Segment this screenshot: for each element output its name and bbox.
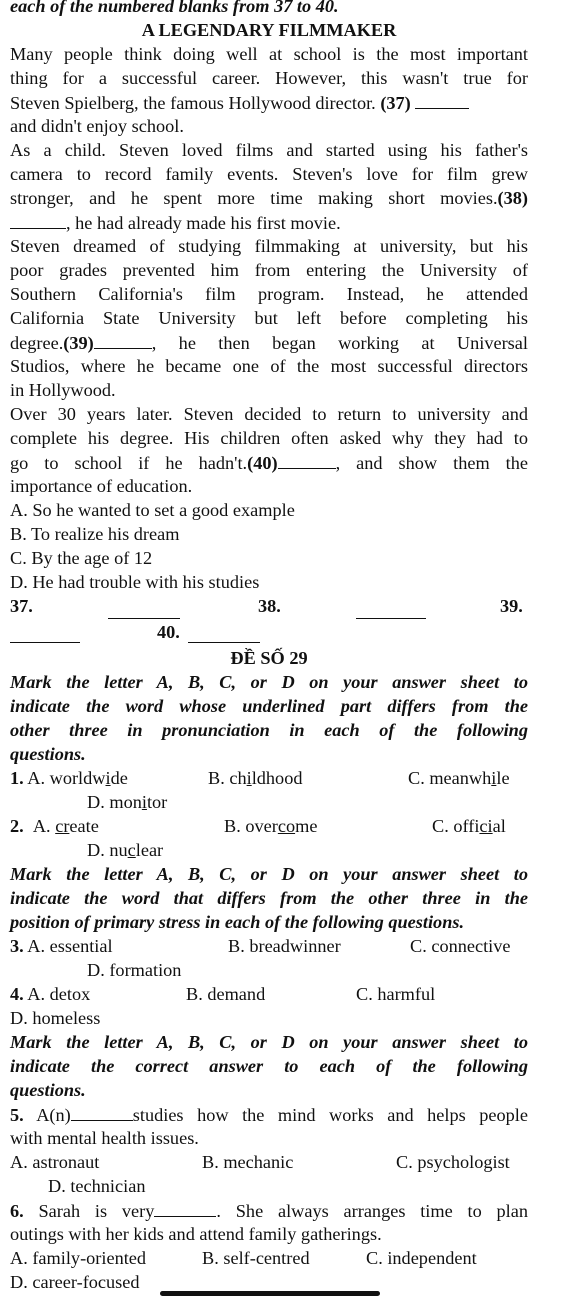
- q6-option-c: C. independent: [366, 1248, 477, 1268]
- answer-blank[interactable]: [71, 1102, 133, 1121]
- answer-label-39: 39.: [500, 596, 523, 616]
- q4-option-c: C. harmful: [356, 984, 436, 1004]
- q3-option-d: D. formation: [87, 960, 182, 980]
- passage-line: Over 30 years later. Steven decided to return to university and: [10, 404, 528, 424]
- passage-line: Steven Spielberg, the famous Hollywood director. (37): [10, 90, 528, 115]
- passage-line: stronger, and he spent more time making short movies.(38): [10, 188, 528, 208]
- q6-option-b: B. self-centred: [202, 1248, 310, 1268]
- answer-label-40: 40.: [157, 622, 180, 642]
- test-title: ĐỀ SỐ 29: [230, 648, 308, 668]
- q4-option-b: B. demand: [186, 984, 266, 1004]
- header-line: each of the numbered blanks from 37 to 40.: [10, 0, 339, 16]
- q4-option-d: D. homeless: [10, 1008, 101, 1028]
- answer-blank-40[interactable]: [188, 624, 260, 643]
- question-5-stem: 5. A(n) studies how the mind works and helps people: [10, 1102, 528, 1127]
- question-2: 2. A. create: [10, 816, 99, 836]
- question-6-stem: 6. Sarah is very . She always arranges time to plan: [10, 1198, 528, 1223]
- passage-line: As a child. Steven loved films and started using his father's: [10, 140, 528, 160]
- q1-option-b: B. childhood: [208, 768, 303, 788]
- redaction-bar: [160, 1291, 380, 1296]
- passage-title: A LEGENDARY FILMMAKER: [141, 20, 397, 40]
- instruction-line: questions.: [10, 744, 86, 764]
- q5-option-b: B. mechanic: [202, 1152, 294, 1172]
- q3-option-b: B. breadwinner: [228, 936, 341, 956]
- question-3: 3. A. essential: [10, 936, 113, 956]
- option-d: D. He had trouble with his studies: [10, 572, 260, 592]
- question-6-stem: outings with her kids and attend family gatherings.: [10, 1224, 382, 1244]
- passage-line: importance of education.: [10, 476, 193, 496]
- passage-line: degree.(39) , he then began working at Universal: [10, 330, 528, 355]
- q3-option-c: C. connective: [410, 936, 511, 956]
- q5-option-d: D. technician: [48, 1176, 146, 1196]
- passage-line: Many people think doing well at school is the most important: [10, 44, 528, 64]
- q5-option-a: A. astronaut: [10, 1152, 100, 1172]
- passage-line: Studios, where he became one of the most successful directors: [10, 356, 528, 376]
- q2-option-b: B. overcome: [224, 816, 318, 836]
- instruction-line: indicate the correct answer to each of the following: [10, 1056, 528, 1076]
- instruction-line: questions.: [10, 1080, 86, 1100]
- passage-line: , he had already made his first movie.: [10, 210, 528, 235]
- option-c: C. By the age of 12: [10, 548, 153, 568]
- option-a: A. So he wanted to set a good example: [10, 500, 295, 520]
- answer-blank[interactable]: [415, 90, 469, 109]
- option-b: B. To realize his dream: [10, 524, 180, 544]
- question-1: 1. A. worldwide: [10, 768, 128, 788]
- instruction-line: Mark the letter A, B, C, or D on your answer sheet to: [10, 864, 528, 884]
- q6-option-d: D. career-focused: [10, 1272, 140, 1292]
- answer-blank-37[interactable]: [108, 600, 180, 619]
- passage-line: go to school if he hadn't.(40) , and show them the: [10, 450, 528, 475]
- instruction-line: indicate the word whose underlined part differs from the: [10, 696, 528, 716]
- passage-line: in Hollywood.: [10, 380, 116, 400]
- passage-line: thing for a successful career. However, this wasn't true for: [10, 68, 528, 88]
- answer-blank-38[interactable]: [356, 600, 426, 619]
- instruction-line: indicate the word that differs from the other three in the: [10, 888, 528, 908]
- q5-option-c: C. psychologist: [396, 1152, 510, 1172]
- passage-line: California State University but left before completing his: [10, 308, 528, 328]
- instruction-line: Mark the letter A, B, C, or D on your answer sheet to: [10, 1032, 528, 1052]
- answer-label-37: 37.: [10, 596, 33, 616]
- question-4: 4. A. detox: [10, 984, 91, 1004]
- answer-blank-39[interactable]: [10, 624, 80, 643]
- q1-option-c: C. meanwhile: [408, 768, 510, 788]
- instruction-line: other three in pronunciation in each of the following: [10, 720, 528, 740]
- answer-blank[interactable]: [278, 450, 336, 469]
- instruction-line: Mark the letter A, B, C, or D on your answer sheet to: [10, 672, 528, 692]
- passage-line: Steven dreamed of studying filmmaking at university, but his: [10, 236, 528, 256]
- answer-blank[interactable]: [154, 1198, 216, 1217]
- q2-option-d: D. nuclear: [87, 840, 164, 860]
- answer-blank[interactable]: [94, 330, 152, 349]
- passage-line: poor grades prevented him from entering the University of: [10, 260, 528, 280]
- passage-line: and didn't enjoy school.: [10, 116, 184, 136]
- q6-option-a: A. family-oriented: [10, 1248, 147, 1268]
- instruction-line: position of primary stress in each of the following questions.: [10, 912, 465, 932]
- passage-line: camera to record family events. Steven's love for film grew: [10, 164, 528, 184]
- q2-option-c: C. official: [432, 816, 506, 836]
- passage-line: complete his degree. His children often asked why they had to: [10, 428, 528, 448]
- passage-line: Southern California's film program. Instead, he attended: [10, 284, 528, 304]
- answer-label-38: 38.: [258, 596, 281, 616]
- q1-option-d: D. monitor: [87, 792, 168, 812]
- answer-blank[interactable]: [10, 210, 66, 229]
- question-5-stem: with mental health issues.: [10, 1128, 199, 1148]
